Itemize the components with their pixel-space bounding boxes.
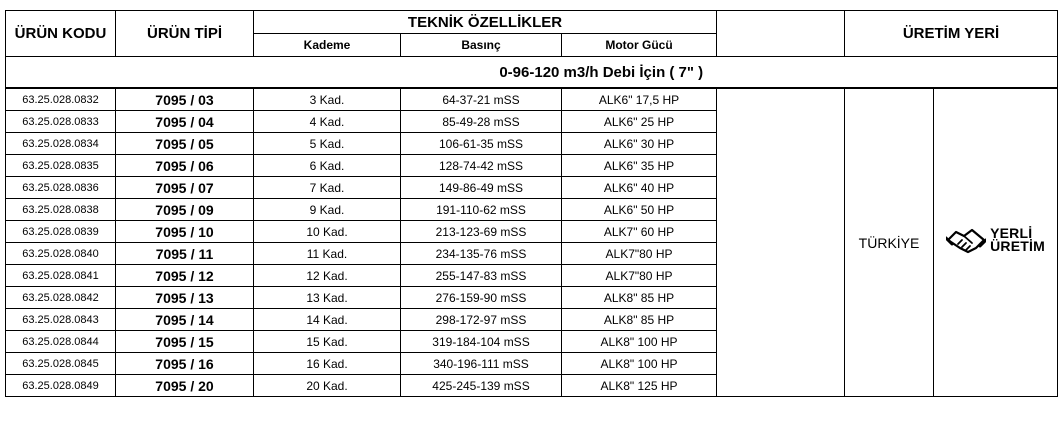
cell-product-type: 7095 / 03 <box>116 88 254 111</box>
badge-text <box>990 227 1045 253</box>
cell-motor-power: ALK6" 17,5 HP <box>562 88 717 111</box>
cell-product-type: 7095 / 15 <box>116 331 254 353</box>
cell-motor-power: ALK8" 100 HP <box>562 331 717 353</box>
cell-product-code: 63.25.028.0836 <box>6 177 116 199</box>
cell-pressure: 425-245-139 mSS <box>401 375 562 397</box>
cell-pressure: 106-61-35 mSS <box>401 133 562 155</box>
cell-product-code: 63.25.028.0839 <box>6 221 116 243</box>
production-country: TÜRKİYE <box>845 88 934 397</box>
cell-product-type: 7095 / 10 <box>116 221 254 243</box>
cell-pressure: 64-37-21 mSS <box>401 88 562 111</box>
local-production-badge <box>946 226 1045 254</box>
header-production-place: ÜRETİM YERİ <box>845 11 1058 57</box>
cell-pressure: 340-196-111 mSS <box>401 353 562 375</box>
column-spacer <box>717 88 845 397</box>
cell-pressure: 191-110-62 mSS <box>401 199 562 221</box>
cell-motor-power: ALK6" 40 HP <box>562 177 717 199</box>
cell-motor-power: ALK7" 60 HP <box>562 221 717 243</box>
cell-product-code: 63.25.028.0835 <box>6 155 116 177</box>
section-title <box>6 57 845 89</box>
cell-product-type: 7095 / 13 <box>116 287 254 309</box>
cell-motor-power: ALK6" 25 HP <box>562 111 717 133</box>
cell-product-type: 7095 / 11 <box>116 243 254 265</box>
cell-product-type: 7095 / 14 <box>116 309 254 331</box>
cell-motor-power: ALK7"80 HP <box>562 243 717 265</box>
cell-stage: 16 Kad. <box>254 353 401 375</box>
badge-line-2: ÜRETİM <box>990 238 1045 254</box>
cell-stage: 15 Kad. <box>254 331 401 353</box>
handshake-icon <box>946 226 986 254</box>
cell-stage: 11 Kad. <box>254 243 401 265</box>
cell-product-code: 63.25.028.0843 <box>6 309 116 331</box>
cell-motor-power: ALK7"80 HP <box>562 265 717 287</box>
cell-product-type: 7095 / 07 <box>116 177 254 199</box>
cell-pressure: 276-159-90 mSS <box>401 287 562 309</box>
header-stage: Kademe <box>254 34 401 57</box>
cell-product-code: 63.25.028.0832 <box>6 88 116 111</box>
cell-product-code: 63.25.028.0842 <box>6 287 116 309</box>
cell-product-code: 63.25.028.0841 <box>6 265 116 287</box>
cell-pressure: 234-135-76 mSS <box>401 243 562 265</box>
section-title-text: 0-96-120 m3/h Debi İçin ( 7" ) <box>499 63 704 81</box>
cell-stage: 12 Kad. <box>254 265 401 287</box>
cell-pressure: 128-74-42 mSS <box>401 155 562 177</box>
badge-line-1: YERLİ <box>990 225 1033 241</box>
header-pressure: Basınç <box>401 34 562 57</box>
cell-motor-power: ALK8" 125 HP <box>562 375 717 397</box>
cell-product-type: 7095 / 06 <box>116 155 254 177</box>
cell-motor-power: ALK8" 100 HP <box>562 353 717 375</box>
cell-stage: 13 Kad. <box>254 287 401 309</box>
product-table <box>5 10 1058 397</box>
cell-motor-power: ALK8" 85 HP <box>562 309 717 331</box>
cell-product-code: 63.25.028.0833 <box>6 111 116 133</box>
cell-stage: 6 Kad. <box>254 155 401 177</box>
cell-product-code: 63.25.028.0834 <box>6 133 116 155</box>
cell-product-type: 7095 / 12 <box>116 265 254 287</box>
cell-product-code: 63.25.028.0849 <box>6 375 116 397</box>
cell-stage: 20 Kad. <box>254 375 401 397</box>
cell-pressure: 213-123-69 mSS <box>401 221 562 243</box>
cell-motor-power: ALK8" 85 HP <box>562 287 717 309</box>
cell-product-code: 63.25.028.0845 <box>6 353 116 375</box>
cell-product-type: 7095 / 09 <box>116 199 254 221</box>
cell-stage: 9 Kad. <box>254 199 401 221</box>
cell-pressure: 319-184-104 mSS <box>401 331 562 353</box>
cell-pressure: 149-86-49 mSS <box>401 177 562 199</box>
cell-pressure: 85-49-28 mSS <box>401 111 562 133</box>
cell-product-code: 63.25.028.0844 <box>6 331 116 353</box>
header-motor-power: Motor Gücü <box>562 34 717 57</box>
cell-product-code: 63.25.028.0838 <box>6 199 116 221</box>
cell-stage: 14 Kad. <box>254 309 401 331</box>
cell-stage: 3 Kad. <box>254 88 401 111</box>
cell-stage: 10 Kad. <box>254 221 401 243</box>
cell-pressure: 255-147-83 mSS <box>401 265 562 287</box>
cell-pressure: 298-172-97 mSS <box>401 309 562 331</box>
cell-stage: 4 Kad. <box>254 111 401 133</box>
cell-stage: 5 Kad. <box>254 133 401 155</box>
cell-product-type: 7095 / 20 <box>116 375 254 397</box>
cell-motor-power: ALK6" 35 HP <box>562 155 717 177</box>
header-product-type: ÜRÜN TİPİ <box>116 11 254 57</box>
cell-motor-power: ALK6" 30 HP <box>562 133 717 155</box>
section-title-spacer <box>845 57 1058 89</box>
cell-product-code: 63.25.028.0840 <box>6 243 116 265</box>
cell-product-type: 7095 / 16 <box>116 353 254 375</box>
header-technical: TEKNİK ÖZELLİKLER <box>254 11 717 34</box>
header-spacer <box>717 11 845 57</box>
cell-product-type: 7095 / 05 <box>116 133 254 155</box>
cell-product-type: 7095 / 04 <box>116 111 254 133</box>
cell-motor-power: ALK6" 50 HP <box>562 199 717 221</box>
local-production-badge-cell <box>934 88 1058 397</box>
table-row <box>6 88 1058 111</box>
header-product-code: ÜRÜN KODU <box>6 11 116 57</box>
cell-stage: 7 Kad. <box>254 177 401 199</box>
